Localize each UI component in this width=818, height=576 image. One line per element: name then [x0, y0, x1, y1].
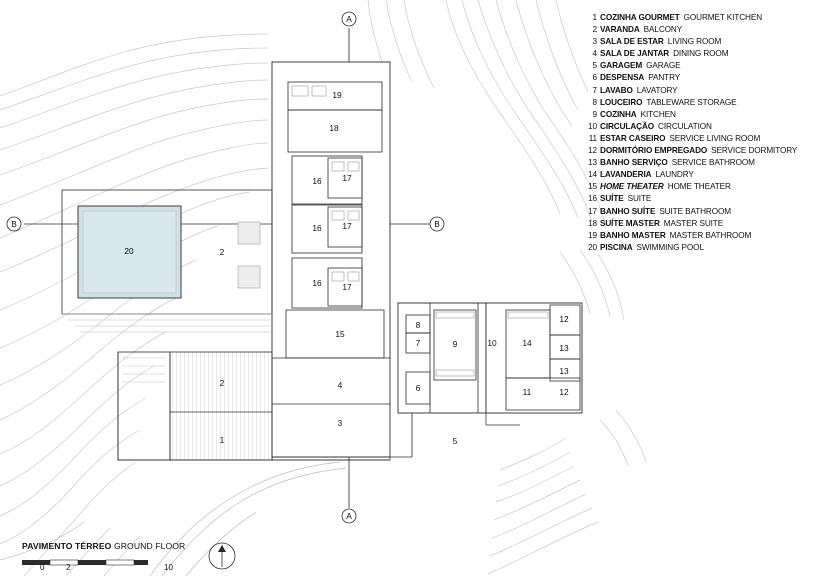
legend-item-label-pt: SALA DE ESTAR: [600, 37, 664, 47]
room-legend: [583, 12, 815, 254]
room-number-19: 19: [332, 90, 342, 100]
legend-item-label-pt: VARANDA: [600, 25, 640, 35]
legend-item-label-pt: SUÍTE: [600, 194, 624, 204]
legend-item-number: 17: [588, 206, 597, 216]
legend-item-number: 6: [592, 73, 597, 83]
legend-item-label-en: HOME THEATER: [667, 182, 731, 192]
legend-item-label-en: LIVING ROOM: [667, 37, 722, 47]
legend-item: [583, 169, 815, 181]
legend-item: [583, 133, 815, 145]
legend-item-label-en: BALCONY: [643, 25, 683, 35]
legend-item: [583, 193, 815, 205]
scale-tick-label: 10: [164, 563, 173, 572]
legend-item-number: 3: [592, 37, 597, 47]
room-number-20: 20: [124, 246, 134, 256]
room-number-3: 3: [337, 418, 343, 428]
scale-bar-labels: [20, 563, 173, 575]
room-number-12: 12: [559, 314, 569, 324]
room-number-13: 13: [559, 343, 569, 353]
legend-item-label-pt: PISCINA: [600, 242, 633, 252]
legend-item-number: 13: [588, 158, 597, 168]
section-mark-b: B: [11, 219, 17, 229]
legend-item: [583, 181, 815, 193]
legend-item-label-en: SERVICE DORMITORY: [711, 146, 798, 156]
legend-item-label-en: SUITE: [627, 194, 652, 204]
legend-item: [583, 206, 815, 218]
room-number-4: 4: [337, 380, 343, 390]
legend-item: [583, 12, 815, 24]
legend-item-number: 18: [588, 218, 597, 228]
building-outline: [272, 62, 582, 457]
legend-item: [583, 242, 815, 254]
legend-item-label-pt: COZINHA: [600, 109, 637, 119]
scale-tick-label: 0: [40, 563, 45, 572]
legend-item-label-en: KITCHEN: [640, 109, 676, 119]
legend-item-number: 12: [588, 146, 597, 156]
section-mark-a: A: [346, 14, 352, 24]
section-mark-a: A: [346, 511, 352, 521]
room-number-17: 17: [342, 221, 352, 231]
legend-item-label-pt: GARAGEM: [600, 61, 643, 71]
legend-item-label-en: PANTRY: [648, 73, 681, 83]
drawing-caption: [22, 541, 185, 551]
legend-item-label-pt: ESTAR CASEIRO: [600, 133, 666, 143]
legend-item-number: 1: [592, 13, 597, 22]
room-number-11: 11: [522, 387, 532, 397]
section-mark-b: B: [434, 219, 440, 229]
north-arrow-icon: [209, 543, 235, 569]
legend-item-label-pt: DORMITÓRIO EMPREGADO: [600, 146, 708, 156]
room-number-16: 16: [312, 278, 322, 288]
legend-item: [583, 121, 815, 133]
room-number-18: 18: [329, 123, 339, 133]
legend-item-label-pt: LOUCEIRO: [600, 97, 643, 107]
legend-item-label-en: GARAGE: [646, 61, 681, 71]
legend-item-number: 10: [588, 121, 597, 131]
lower-deck: [118, 352, 272, 460]
legend-item-label-en: SWIMMING POOL: [636, 242, 704, 252]
legend-item-label-pt: LAVABO: [600, 85, 633, 95]
scale-tick-label: 2: [66, 563, 71, 572]
legend-item-label-en: DINING ROOM: [673, 49, 729, 59]
legend-item: [583, 109, 815, 121]
legend-item-label-pt: BANHO MASTER: [600, 230, 666, 240]
room-number-6: 6: [415, 383, 421, 393]
legend-item: [583, 97, 815, 109]
legend-item-number: 16: [588, 194, 597, 204]
legend-item-number: 2: [592, 25, 597, 35]
legend-item: [583, 145, 815, 157]
legend-item-label-en: LAUNDRY: [655, 170, 694, 180]
legend-item-label-pt: BANHO SERVIÇO: [600, 158, 668, 168]
legend-item-label-en: TABLEWARE STORAGE: [646, 97, 737, 107]
room-number-8: 8: [415, 320, 421, 330]
legend-item-number: 8: [592, 97, 597, 107]
legend-item: [583, 36, 815, 48]
room-number-2: 2: [219, 378, 225, 388]
legend-item-number: 19: [588, 230, 597, 240]
legend-item-number: 4: [592, 49, 597, 59]
legend-item-number: 7: [592, 85, 597, 95]
pool-steps: [62, 314, 272, 332]
room-number-15: 15: [335, 329, 345, 339]
room-number-2: 2: [219, 247, 225, 257]
legend-item-label-pt: LAVANDERIA: [600, 170, 652, 180]
room-number-9: 9: [452, 339, 458, 349]
legend-item: [583, 85, 815, 97]
caption-en: GROUND FLOOR: [113, 541, 186, 551]
legend-item-label-pt: SUÍTE MASTER: [600, 218, 660, 228]
legend-item-number: 11: [588, 133, 597, 143]
room-number-16: 16: [312, 223, 322, 233]
legend-item-label-en: LAVATORY: [636, 85, 678, 95]
legend-item-label-pt: CIRCULAÇÃO: [600, 121, 655, 131]
room-number-16: 16: [312, 176, 322, 186]
legend-item-number: 5: [592, 61, 597, 71]
legend-item-label-en: MASTER SUITE: [663, 218, 724, 228]
legend-item-label-en: MASTER BATHROOM: [669, 230, 752, 240]
legend-item-label-en: SERVICE BATHROOM: [671, 158, 755, 168]
legend-item: [583, 157, 815, 169]
legend-item-number: 14: [588, 170, 597, 180]
legend-item: [583, 72, 815, 84]
legend-item: [583, 60, 815, 72]
room-number-10: 10: [487, 338, 497, 348]
room-number-1: 1: [219, 435, 225, 445]
legend-item: [583, 24, 815, 36]
legend-item-label-pt: HOME THEATER: [600, 182, 664, 192]
legend-item-number: 15: [588, 182, 597, 192]
legend-item-label-en: CIRCULATION: [658, 121, 712, 131]
room-number-13: 13: [559, 366, 569, 376]
room-number-7: 7: [415, 338, 421, 348]
legend-item-label-en: SUITE BATHROOM: [659, 206, 731, 216]
legend-item: [583, 230, 815, 242]
caption-pt: PAVIMENTO TÉRREO: [22, 541, 112, 551]
room-number-14: 14: [522, 338, 532, 348]
legend-item-number: 9: [592, 109, 597, 119]
legend-item-label-pt: BANHO SUÍTE: [600, 206, 656, 216]
legend-item-label-en: SERVICE LIVING ROOM: [669, 133, 761, 143]
room-number-17: 17: [342, 173, 352, 183]
room-number-12: 12: [559, 387, 569, 397]
legend-item-label-en: GOURMET KITCHEN: [683, 13, 763, 22]
legend-item-label-pt: SALA DE JANTAR: [600, 49, 670, 59]
room-number-17: 17: [342, 282, 352, 292]
driveway-lines: [0, 462, 346, 576]
legend-item: [583, 218, 815, 230]
legend-item-label-pt: DESPENSA: [600, 73, 645, 83]
legend-item: [583, 48, 815, 60]
room-number-5: 5: [452, 436, 458, 446]
legend-item-label-pt: COZINHA GOURMET: [600, 13, 680, 22]
legend-item-number: 20: [588, 242, 597, 252]
